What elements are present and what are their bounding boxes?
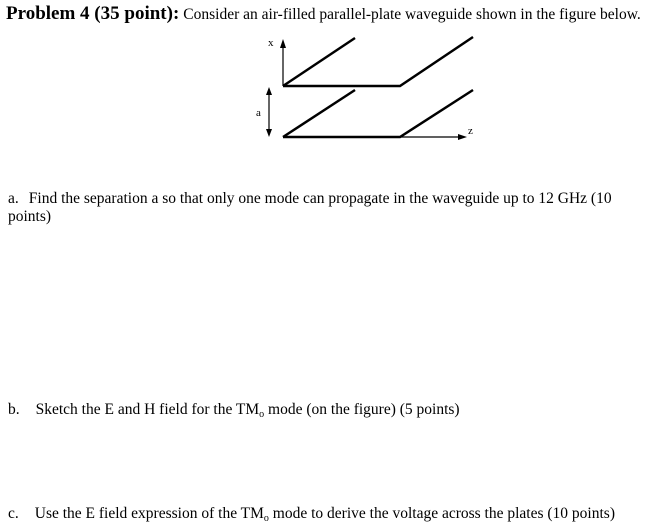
separation-label: a [256, 107, 261, 119]
problem-intro: Consider an air-filled parallel-plate waveguide shown in the figure below. [183, 6, 641, 23]
question-c-label: c. [8, 505, 19, 522]
question-a-text-line2: points) [8, 208, 52, 225]
waveguide-figure [240, 30, 500, 150]
question-c-text-post: mode to derive the voltage across the plates (10 points) [268, 505, 615, 522]
problem-heading [6, 2, 641, 27]
z-axis-label: z [468, 125, 473, 137]
question-b-subscript: o [259, 409, 265, 420]
bottom-plate-left-edge [283, 90, 355, 137]
question-a-label: a. [8, 190, 19, 207]
separation-arrowhead-top [266, 87, 272, 95]
top-plate-left-edge [283, 38, 355, 86]
question-b [8, 401, 460, 424]
bottom-plate-front-edge [283, 90, 473, 137]
question-b-text-post: mode (on the figure) (5 points) [264, 401, 460, 418]
x-axis-label: x [268, 37, 274, 49]
question-a [8, 190, 612, 208]
problem-title-colon: : [172, 3, 180, 24]
question-b-label: b. [8, 401, 20, 418]
question-b-text-pre: Sketch the E and H field for the TM [35, 401, 260, 418]
problem-title: Problem 4 (35 point) [6, 3, 173, 24]
x-axis-arrowhead [280, 39, 286, 48]
top-plate-front-edge [283, 37, 473, 86]
question-c-subscript: o [263, 513, 269, 524]
question-c-text-pre: Use the E field expression of the TM [34, 505, 264, 522]
waveguide-diagram [240, 30, 500, 150]
question-c [8, 505, 615, 528]
separation-arrowhead-bottom [266, 129, 272, 137]
z-axis-arrowhead [458, 134, 467, 140]
question-a-text-line1: Find the separation a so that only one mode can propagate in the waveguide up to 12 GHz (10 [28, 190, 612, 207]
question-a-continuation [8, 208, 51, 226]
